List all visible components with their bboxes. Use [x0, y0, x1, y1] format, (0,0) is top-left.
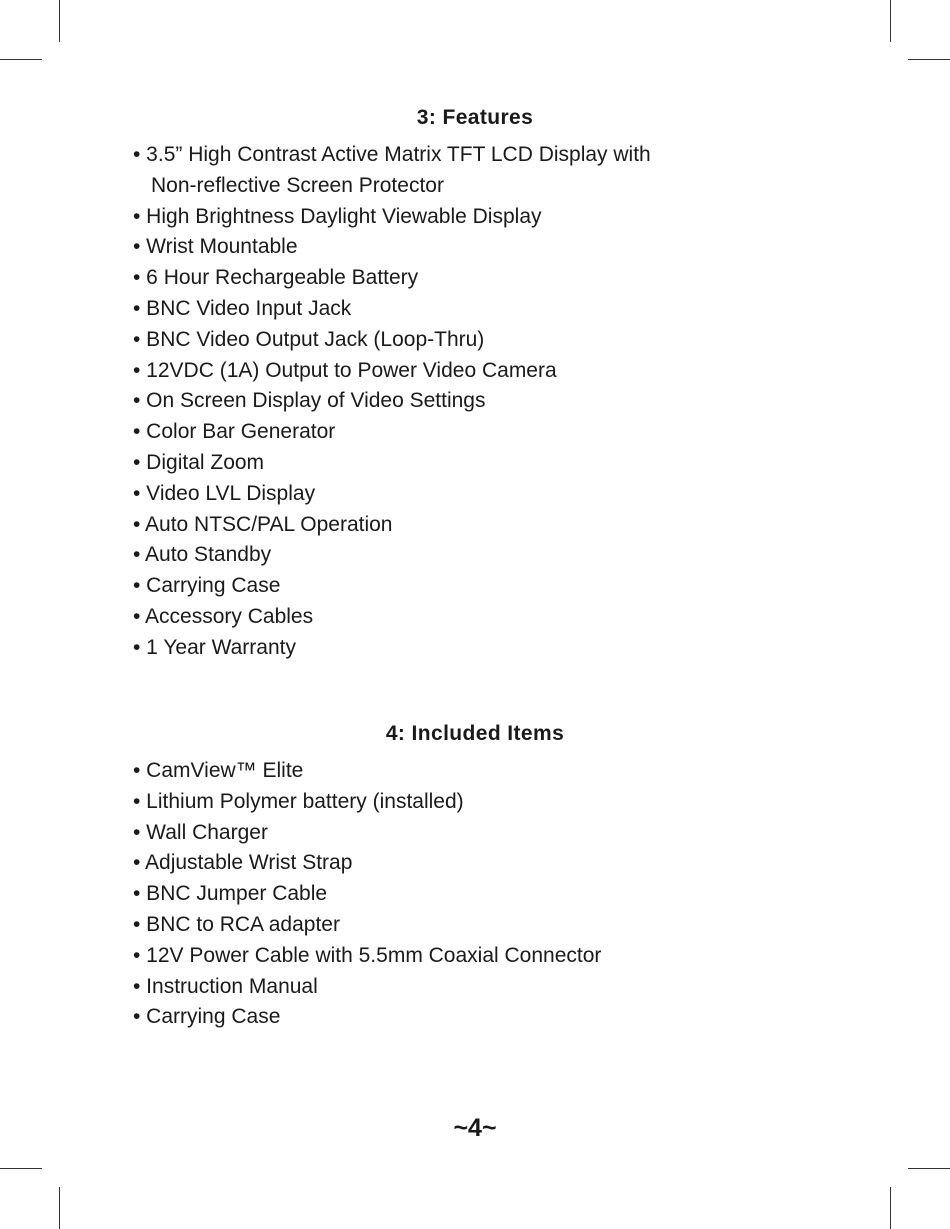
- list-item: • 1 Year Warranty: [133, 635, 296, 659]
- list-item: • Lithium Polymer battery (installed): [133, 789, 464, 813]
- features-heading: 3: Features: [416, 106, 534, 129]
- crop-mark-bottom-right-h: [908, 1168, 950, 1169]
- list-item: • Carrying Case: [133, 1005, 281, 1029]
- list-item: • 12V Power Cable with 5.5mm Coaxial Connector: [133, 943, 602, 967]
- crop-mark-top-left: [59, 0, 60, 42]
- list-item: • Auto NTSC/PAL Operation: [133, 512, 393, 536]
- included-items-list: [133, 756, 601, 1033]
- crop-mark-top-right-h: [908, 59, 950, 60]
- list-item: • Carrying Case: [133, 574, 281, 598]
- list-item: • Color Bar Generator: [133, 420, 336, 444]
- crop-mark-bottom-left-h: [0, 1168, 42, 1169]
- list-item: • BNC Jumper Cable: [133, 882, 328, 906]
- feature-text: • 3.5” High Contrast Active Matrix TFT LCD Display with: [133, 143, 651, 166]
- features-list: [133, 140, 651, 664]
- crop-mark-bottom-right: [890, 1187, 891, 1229]
- list-item: • BNC to RCA adapter: [133, 912, 340, 936]
- list-item: • CamView™ Elite: [133, 759, 304, 782]
- crop-mark-top-right: [890, 0, 891, 42]
- list-item: • Digital Zoom: [133, 450, 265, 474]
- included-items-heading: 4: Included Items: [385, 722, 565, 745]
- list-item: • BNC Video Output Jack (Loop-Thru): [133, 327, 485, 351]
- list-item: • Wrist Mountable: [133, 235, 298, 259]
- list-item: • Accessory Cables: [133, 604, 314, 628]
- list-item: • BNC Video Input Jack: [133, 296, 352, 320]
- list-item: • High Brightness Daylight Viewable Display: [133, 204, 542, 228]
- list-item: • On Screen Display of Video Settings: [133, 389, 486, 413]
- list-item: • Video LVL Display: [133, 481, 316, 505]
- feature-continuation: Non-reflective Screen Protector: [151, 173, 444, 197]
- crop-mark-bottom-left: [59, 1187, 60, 1229]
- page-number: ~4~: [453, 1114, 497, 1142]
- list-item: • Instruction Manual: [133, 974, 318, 998]
- list-item: • Auto Standby: [133, 543, 272, 567]
- list-item: • Wall Charger: [133, 820, 268, 844]
- list-item: • Adjustable Wrist Strap: [133, 851, 353, 875]
- crop-mark-top-left-h: [0, 59, 42, 60]
- list-item: • 12VDC (1A) Output to Power Video Camera: [133, 358, 557, 382]
- list-item: • 6 Hour Rechargeable Battery: [133, 266, 419, 290]
- list-item: [133, 140, 651, 202]
